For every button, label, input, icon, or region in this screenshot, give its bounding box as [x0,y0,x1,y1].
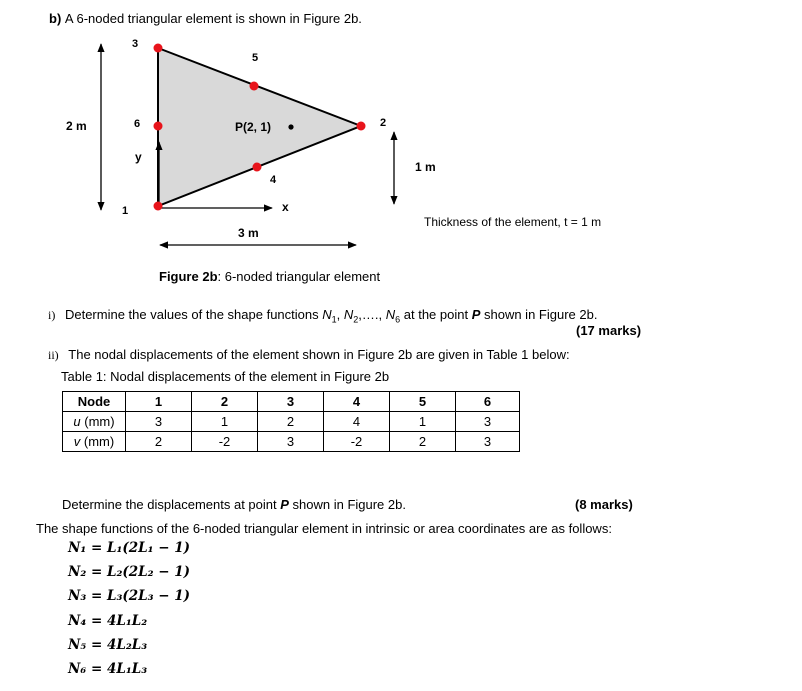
table-header-cell: Node [63,392,126,412]
n6-symbol: N [385,307,396,322]
n2-symbol: N [343,307,354,322]
equation-n2: N₂ = L₂(2L₂ − 1) [68,564,191,580]
section-heading-text: A 6-noded triangular element is shown in Figure 2b. [64,11,362,26]
row-label-v [63,432,126,452]
table-cell: -2 [192,432,258,452]
table-cell: 1 [390,412,456,432]
height-dimension-label: 2 m [66,119,87,133]
row-label-var: u [73,414,81,429]
table-header-row [63,392,520,412]
node-3-marker [154,44,163,53]
node-2-label: 2 [380,117,387,129]
node-1-label: 1 [122,205,129,217]
figure-caption-text: : 6-noded triangular element [217,269,381,284]
question-i-ellipsis: ,…., [358,307,386,322]
point-p-marker [288,124,293,129]
determine-text-a: Determine the displacements at point [62,497,281,512]
right-dimension-label: 1 m [415,160,436,174]
n2-subscript: 2 [353,314,359,325]
row-label-unit: (mm) [80,434,115,449]
table-cell: 1 [192,412,258,432]
node-6-marker [154,122,163,131]
determine-text-b: shown in Figure 2b. [288,497,406,512]
equation-n5: N₅ = 4L₂L₃ [68,637,148,653]
row-label-unit: (mm) [80,414,115,429]
table-row [63,412,520,432]
nodal-displacement-table [62,391,520,452]
shape-function-intro: The shape functions of the 6-noded triangular element in intrinsic or area coordinates are as follows: [36,521,612,536]
n6-subscript: 6 [395,314,401,325]
node-4-marker [253,163,262,172]
table-row [63,432,520,452]
node-2-marker [357,122,366,131]
triangle-figure [0,0,802,300]
x-axis-label: x [282,200,289,214]
equation-n6: N₆ = 4L₁L₃ [68,661,148,677]
table-header-cell: 5 [390,392,456,412]
table-header-cell: 3 [258,392,324,412]
question-i-text-c: shown in Figure 2b. [480,307,598,322]
table-cell: -2 [324,432,390,452]
question-ii-text: The nodal displacements of the element shown in Figure 2b are given in Table 1 below: [68,347,570,362]
equation-n1: N₁ = L₁(2L₁ − 1) [68,540,191,556]
n1-symbol: N [322,307,332,322]
question-i-marker: i) [48,308,56,322]
table-cell: 3 [258,432,324,452]
thickness-note: Thickness of the element, t = 1 m [424,215,602,229]
node-6-label: 6 [134,118,141,130]
table-cell: 2 [126,432,192,452]
table-header-cell: 1 [126,392,192,412]
table-cell: 3 [456,412,520,432]
table-cell: 4 [324,412,390,432]
question-i-marks: (17 marks) [576,323,642,338]
table-cell: 3 [126,412,192,432]
question-i-text-b: at the point [400,307,472,322]
question-i [48,307,597,325]
node-5-label: 5 [252,52,259,64]
determine-text [62,497,406,512]
point-p-symbol: P [280,497,289,512]
table-cell: 2 [258,412,324,432]
point-p-label: P(2, 1) [235,120,272,134]
figure-caption-number: Figure 2b [159,269,218,284]
point-p-symbol: P [471,307,481,322]
determine-marks: (8 marks) [575,497,633,512]
node-1-marker [154,202,163,211]
row-label-u [63,412,126,432]
figure-caption [159,269,380,284]
table-header-cell: 4 [324,392,390,412]
section-prefix: b) [49,11,62,26]
question-i-text-a: Determine the values of the shape functions [64,307,323,322]
table-caption: Table 1: Nodal displacements of the element in Figure 2b [61,369,390,384]
equation-n3: N₃ = L₃(2L₃ − 1) [68,588,191,604]
table-header-cell: 2 [192,392,258,412]
question-ii-marker: ii) [48,348,59,362]
table-cell: 2 [390,432,456,452]
table-header-cell: 6 [456,392,520,412]
n1-subscript: 1 [331,314,337,325]
equation-n4: N₄ = 4L₁L₂ [68,613,148,629]
row-label-var: v [73,434,81,449]
y-axis-label: y [135,150,142,164]
width-dimension-label: 3 m [238,226,259,240]
node-3-label: 3 [132,38,139,50]
node-5-marker [250,82,259,91]
question-ii [48,347,570,363]
node-4-label: 4 [270,174,277,186]
table-cell: 3 [456,432,520,452]
question-i-sep: , [336,307,344,322]
